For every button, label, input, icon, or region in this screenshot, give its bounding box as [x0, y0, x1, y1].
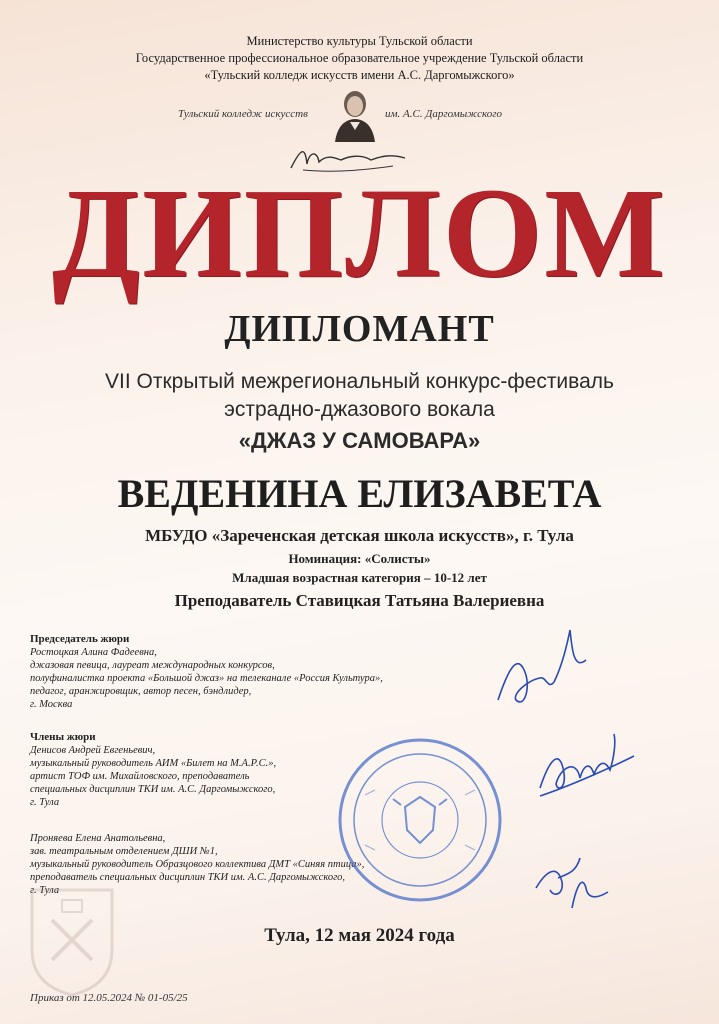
- emblem-left-text: Тульский колледж искусств: [178, 108, 308, 120]
- contest-line-1: VII Открытый межрегиональный конкурс-фестиваль: [105, 370, 614, 393]
- jury-chair-line: джазовая певица, лауреат международных конкурсов,: [30, 660, 275, 671]
- jury-members-heading: Члены жюри: [30, 731, 96, 743]
- contest-line-2: эстрадно-джазового вокала: [224, 398, 495, 421]
- jury-member-line: зав. театральным отделением ДШИ №1,: [30, 846, 218, 857]
- member-2-signature-icon: [528, 848, 618, 918]
- jury-chair-heading: Председатель жюри: [30, 633, 130, 645]
- ministry-line: Министерство культуры Тульской области: [246, 34, 473, 48]
- order-reference: Приказ от 12.05.2024 № 01-05/25: [30, 992, 188, 1004]
- teacher-name: Преподаватель Ставицкая Татьяна Валериевна: [174, 591, 545, 610]
- chair-signature-icon: [488, 620, 598, 720]
- jury-chair-block: [30, 633, 450, 711]
- jury-chair-line: полуфиналистка проекта «Большой джаз» на телеканале «Россия Культура»,: [30, 673, 383, 684]
- jury-member-line: г. Тула: [30, 885, 60, 896]
- nomination: Номинация: «Солисты»: [288, 551, 431, 566]
- official-stamp-icon: [335, 735, 505, 905]
- winner-name: ВЕДЕНИНА ЕЛИЗАВЕТА: [117, 471, 602, 516]
- diploma-title: ДИПЛОМ: [52, 162, 667, 304]
- jury-member-line: г. Тула: [30, 797, 60, 808]
- portrait-icon: [330, 86, 380, 142]
- jury-member-line: музыкальный руководитель Образцового коллектива ДМТ «Синяя птица»,: [30, 859, 365, 870]
- jury-member-line: преподаватель специальных дисциплин ТКИ им. А.С. Даргомыжского,: [30, 872, 346, 883]
- jury-member-line: артист ТОФ им. Михайловского, преподаватель: [30, 771, 250, 782]
- emblem-right-text: им. А.С. Даргомыжского: [385, 108, 503, 120]
- place-and-date: Тула, 12 мая 2024 года: [264, 925, 455, 946]
- jury-chair-line: г. Москва: [30, 699, 73, 710]
- jury-member-line: специальных дисциплин ТКИ им. А.С. Даргомыжского,: [30, 784, 276, 795]
- jury-member-line: музыкальный руководитель АИМ «Билет на М.А.Р.С.»,: [30, 758, 277, 769]
- member-1-signature-icon: [530, 728, 640, 808]
- award-title: ДИПЛОМАНТ: [224, 308, 495, 350]
- college-name-line: «Тульский колледж искусств имени А.С. Даргомыжского»: [204, 68, 515, 82]
- jury-chair-line: педагог, аранжировщик, автор песен, бэндлидер,: [30, 686, 252, 697]
- jury-member-line: Денисов Андрей Евгеньевич,: [30, 745, 156, 756]
- age-category: Младшая возрастная категория – 10-12 лет: [232, 570, 487, 585]
- school-name: МБУДО «Зареченская детская школа искусств», г. Тула: [145, 526, 574, 545]
- jury-member-line: Проняева Елена Анатольевна,: [30, 833, 166, 844]
- institution-line: Государственное профессиональное образовательное учреждение Тульской области: [135, 51, 584, 65]
- jury-chair-line: Ростоцкая Алина Фадеевна,: [30, 647, 157, 658]
- contest-name: «ДЖАЗ У САМОВАРА»: [238, 428, 481, 453]
